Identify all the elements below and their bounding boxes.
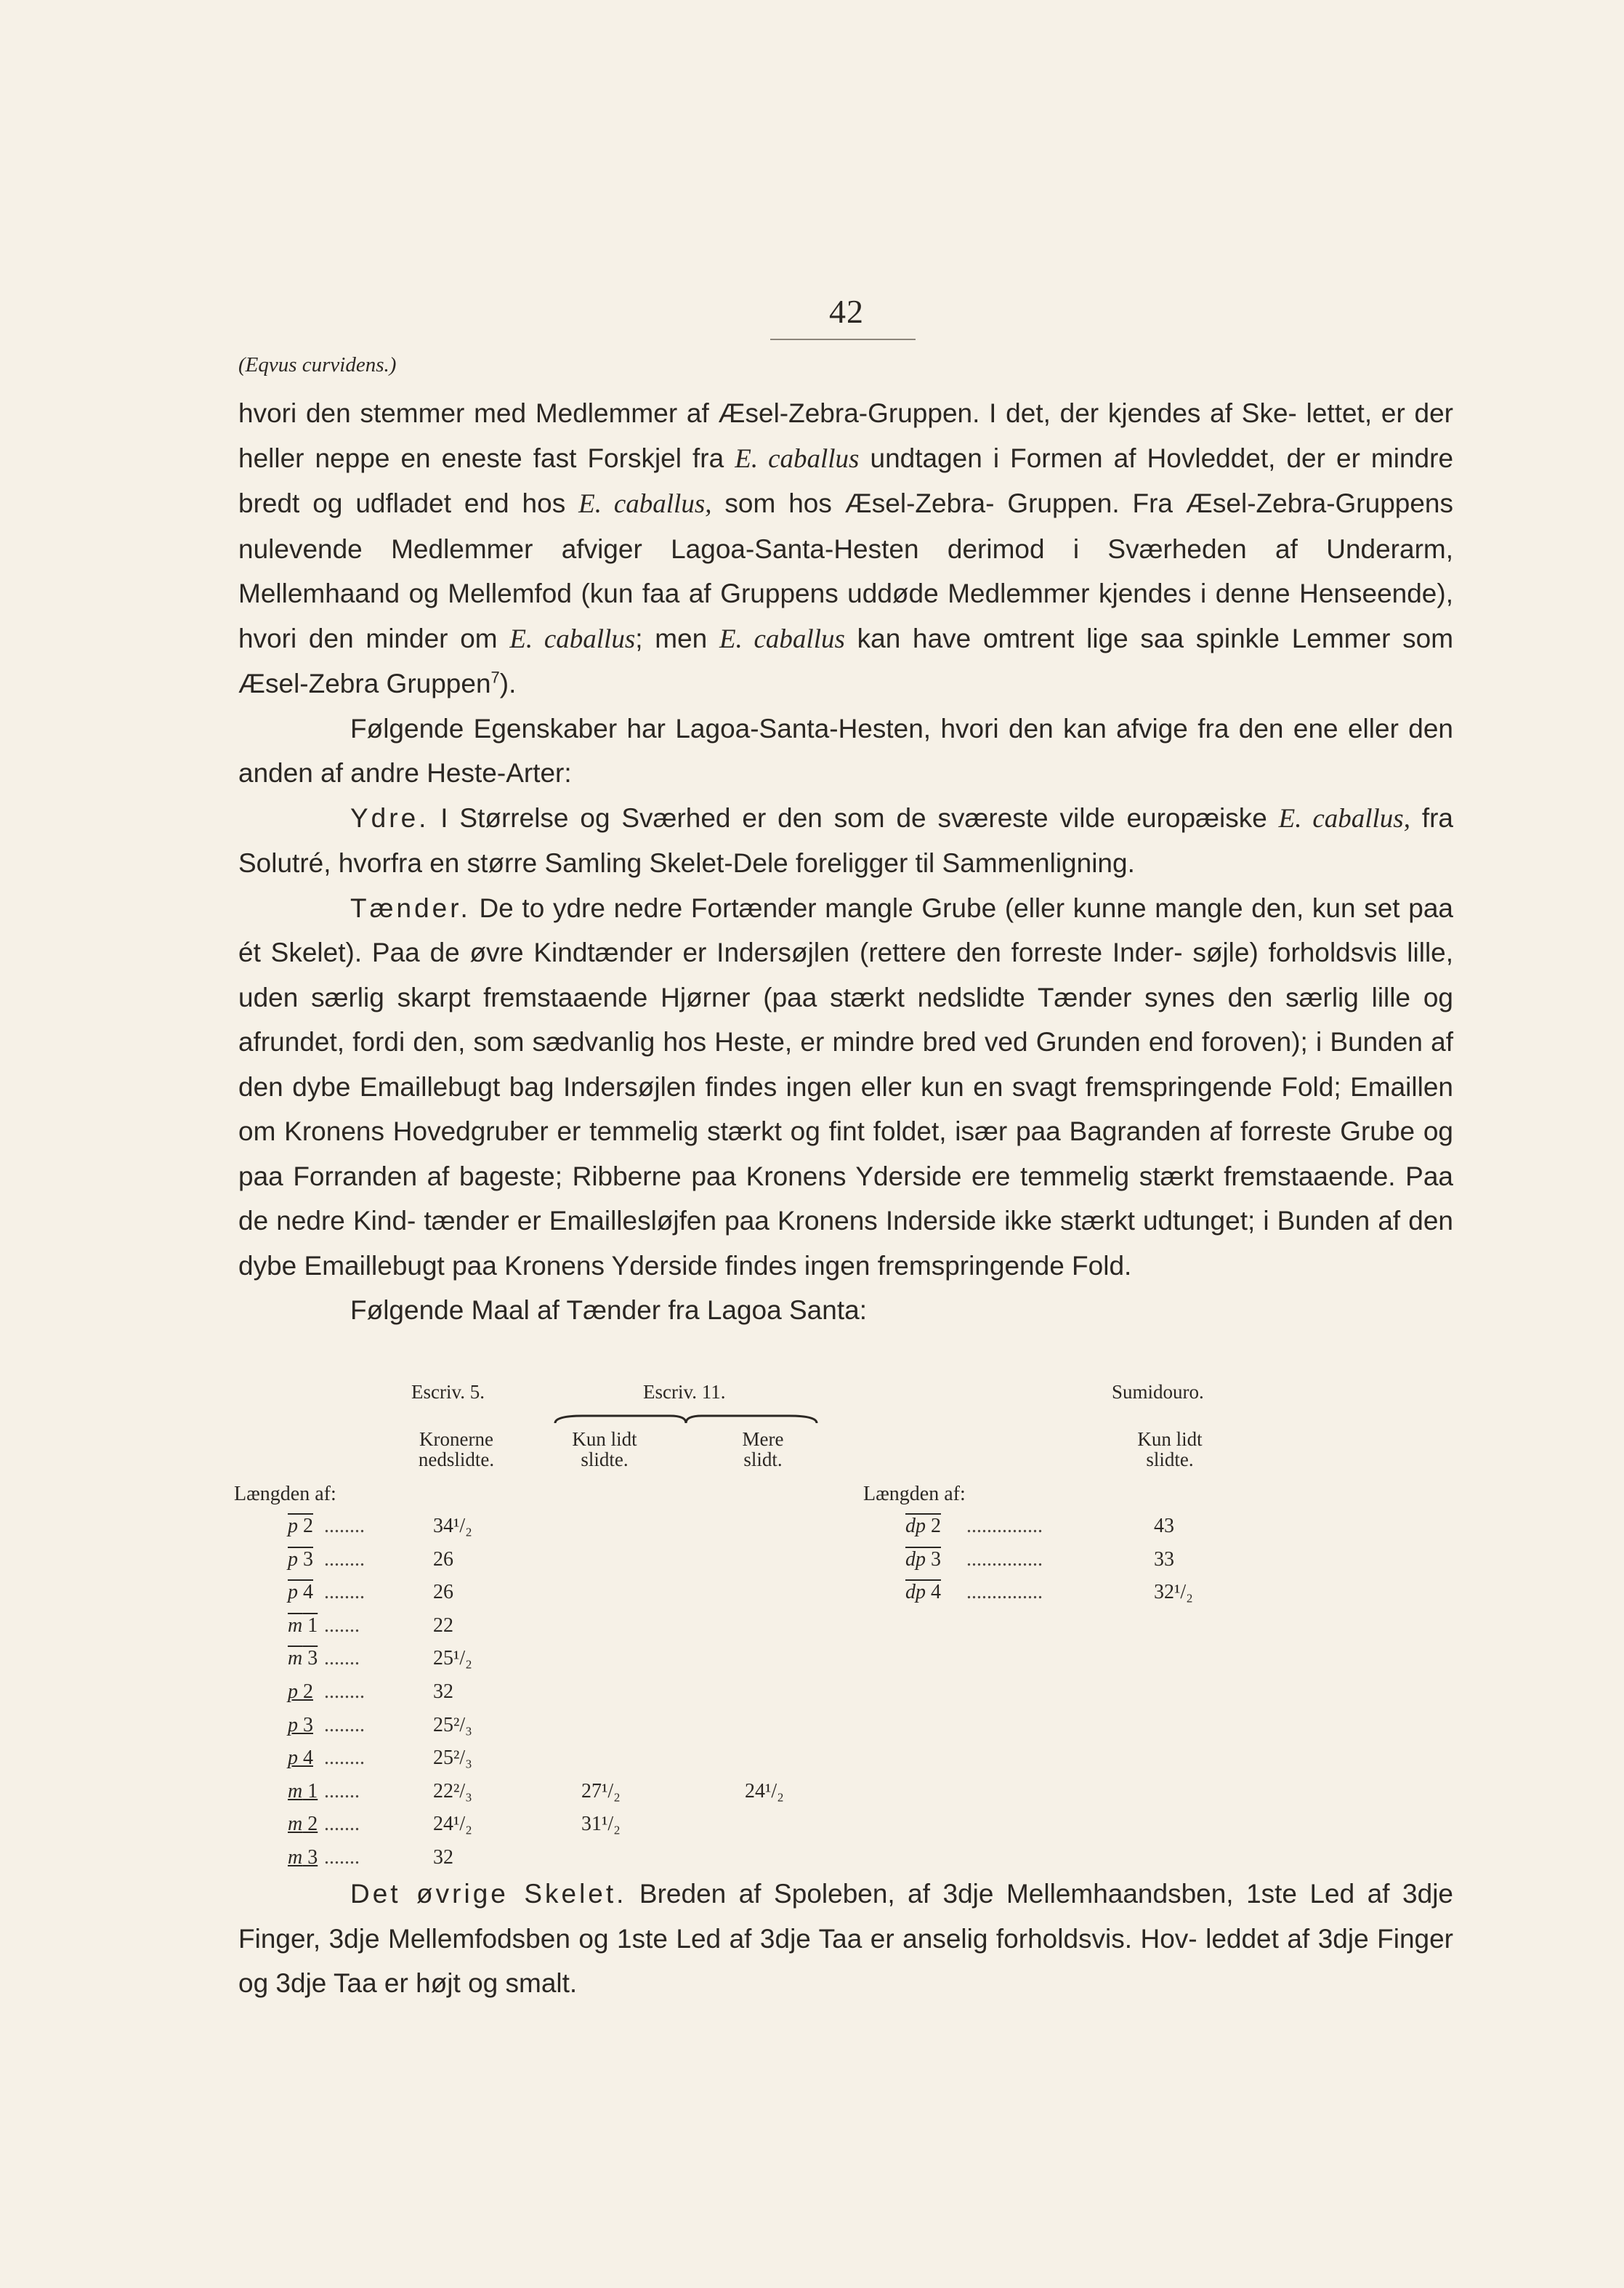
- value-escriv-5: 32: [433, 1846, 453, 1869]
- tooth-label: [288, 1846, 318, 1869]
- value-sumidouro: 33: [1154, 1548, 1174, 1571]
- text-line: dybe Emaillebugt paa Kronens Yderside findes ingen fremspringende Fold.: [238, 1250, 1132, 1281]
- row-label-right: Længden af:: [863, 1483, 966, 1505]
- paragraph-skelet: [238, 1872, 1453, 2006]
- paragraph-1: [238, 391, 1453, 706]
- subheader-sumidouro: [1119, 1429, 1221, 1470]
- leader-dots: ...............: [966, 1581, 1043, 1603]
- tooth-label: [905, 1548, 941, 1571]
- tooth-number: 4: [298, 1747, 313, 1769]
- tooth-type: dp: [905, 1515, 926, 1537]
- tooth-label: [288, 1780, 318, 1803]
- tooth-type: m: [288, 1614, 303, 1637]
- tooth-number: 4: [926, 1581, 941, 1603]
- value-escriv-5: 22²/₃: [433, 1780, 472, 1802]
- leader-dots: ........: [324, 1548, 365, 1571]
- text-line: Følgende Maal af Tænder fra Lagoa Santa:: [350, 1295, 867, 1325]
- tooth-number: 2: [302, 1813, 318, 1835]
- body-text-bottom: [238, 1872, 1453, 2006]
- subheader-line: nedslidte.: [418, 1449, 495, 1470]
- text-line: ; men: [635, 623, 719, 653]
- tooth-label: [288, 1813, 318, 1836]
- row-label-left: Længden af:: [234, 1483, 336, 1505]
- species-name: E. caballus: [719, 624, 845, 654]
- leader-dots: ...............: [966, 1515, 1043, 1537]
- text-line: kan have omtrent lige saa spinkle Lemmer som Æsel-Zebra Gruppen: [238, 623, 1454, 698]
- value-kun-lidt: 27¹/₂: [581, 1780, 621, 1802]
- species-name: E. caballus: [735, 443, 860, 474]
- section-heading: Ydre.: [350, 802, 429, 833]
- leader-dots: ........: [324, 1680, 365, 1703]
- tooth-label: [288, 1747, 313, 1770]
- subheader-line: slidte.: [1146, 1449, 1194, 1470]
- subheader-line: Kun lidt: [1137, 1428, 1203, 1450]
- species-name: E. caballus,: [578, 489, 712, 519]
- paragraph-ydre: [238, 796, 1453, 886]
- text-line: ved Grunden end foroven); i Bunden af den dybe Emaillebugt bag Indersøjlen findes ingen: [238, 1027, 1453, 1102]
- subheader-line: slidte.: [581, 1449, 629, 1470]
- tooth-label: [288, 1647, 318, 1670]
- tooth-number: 1: [302, 1614, 318, 1637]
- subheader-line: Kronerne: [419, 1428, 493, 1450]
- tooth-label: [288, 1680, 313, 1704]
- tooth-number: 3: [302, 1846, 318, 1869]
- tooth-label: [905, 1515, 941, 1538]
- paragraph-maal: [238, 1288, 1453, 1333]
- value-mere-slidt: 24¹/₂: [745, 1780, 784, 1802]
- paragraph-2: [238, 706, 1453, 796]
- tooth-type: m: [288, 1780, 303, 1802]
- tooth-type: m: [288, 1813, 303, 1835]
- tooth-type: dp: [905, 1581, 926, 1603]
- value-escriv-5: 34¹/₂: [433, 1515, 472, 1537]
- value-escriv-5: 24¹/₂: [433, 1813, 472, 1835]
- header-sumidouro: Sumidouro.: [1112, 1381, 1204, 1403]
- text-line: derimod i Sværheden af Underarm, Mellemhaand og Mellemfod (kun faa af Gruppens uddøde: [238, 533, 1453, 608]
- running-head: (Eqvus curvidens.): [238, 353, 397, 376]
- tooth-type: p: [288, 1714, 298, 1736]
- tooth-label: [288, 1714, 313, 1737]
- leader-dots: .......: [324, 1780, 360, 1802]
- subheader-kun-lidt: [554, 1429, 655, 1470]
- text-line: søjle) forholdsvis lille, uden særlig skarpt fremstaaende Hjørner (paa stærkt nedslidte Tænder: [238, 938, 1454, 1012]
- text-line: eller kun en svagt fremspringende Fold; Emaillen om Kronens Hovedgruber er temmelig: [238, 1071, 1453, 1146]
- leader-dots: .......: [324, 1647, 360, 1669]
- tooth-label: [288, 1515, 313, 1538]
- value-escriv-5: 22: [433, 1614, 453, 1637]
- leader-dots: .......: [324, 1813, 360, 1835]
- species-name: E. caballus: [509, 624, 636, 654]
- section-heading: Tænder.: [350, 893, 471, 923]
- section-heading: Det øvrige Skelet.: [350, 1879, 627, 1909]
- leader-dots: ........: [324, 1714, 365, 1736]
- text-line: synes den særlig lille og afrundet, fordi den, som sædvanlig hos Heste, er mindre bred: [238, 982, 1453, 1057]
- text-line: Hovleddet, der er mindre bredt og udfladet end hos: [238, 443, 1454, 518]
- text-line: Gruppen. Fra Æsel-Zebra-Gruppens nulevende Medlemmer afviger Lagoa-Santa-Hesten: [238, 488, 1454, 564]
- value-escriv-5: 25²/₃: [433, 1747, 472, 1769]
- text-line: kun set paa ét Skelet). Paa de øvre Kindtænder er Indersøjlen (rettere den forreste Inder-: [238, 893, 1453, 967]
- tooth-number: 4: [298, 1581, 313, 1603]
- tooth-type: dp: [905, 1548, 926, 1571]
- tooth-number: 3: [298, 1714, 313, 1736]
- subheader-line: slidt.: [743, 1449, 783, 1470]
- footnote-ref: 7: [490, 668, 500, 687]
- text-line: Medlemmer kjendes i denne Henseende), hvori den minder om: [238, 579, 1453, 653]
- text-line: I Størrelse og Sværhed er den som de sværeste vilde europæiske: [429, 802, 1279, 833]
- text-line: hvori den stemmer med Medlemmer af Æsel-Zebra-Gruppen. I det, der kjendes af Ske-: [238, 398, 1297, 428]
- text-line: fra Solutré, hvorfra en større Samling Skelet-Dele foreligger til Sammenligning.: [238, 802, 1453, 878]
- text-line: leddet af 3dje Finger og 3dje Taa er højt og smalt.: [238, 1923, 1453, 1998]
- tooth-number: 3: [926, 1548, 941, 1571]
- tooth-type: p: [288, 1548, 298, 1571]
- tooth-type: p: [288, 1581, 298, 1603]
- subheader-line: Mere: [742, 1428, 784, 1450]
- tooth-label: [288, 1581, 313, 1604]
- header-escriv-5: Escriv. 5.: [411, 1381, 485, 1403]
- page-number: 42: [829, 293, 864, 330]
- tooth-label: [905, 1581, 941, 1604]
- text-line: lettet, er der heller neppe en eneste fast Forskjel fra: [238, 398, 1454, 473]
- value-escriv-5: 26: [433, 1581, 453, 1603]
- tooth-number: 2: [298, 1680, 313, 1703]
- text-line: 3dje Finger, 3dje Mellemfodsben og 1ste Led af 3dje Taa er anselig forholdsvis. Hov-: [238, 1879, 1453, 1954]
- value-kun-lidt: 31¹/₂: [581, 1813, 621, 1835]
- subheader-mere: [727, 1429, 799, 1470]
- tooth-label: [288, 1614, 318, 1638]
- leader-dots: ...............: [966, 1548, 1043, 1571]
- tooth-type: m: [288, 1647, 303, 1669]
- text-line: tænder er Emaillesløjfen paa Kronens Inderside ikke stærkt udtunget; i Bunden af den: [424, 1206, 1453, 1236]
- header-rule: [770, 339, 916, 340]
- tooth-number: 2: [926, 1515, 941, 1537]
- value-escriv-5: 32: [433, 1680, 453, 1703]
- tooth-number: 1: [302, 1780, 318, 1802]
- tooth-type: p: [288, 1515, 298, 1537]
- value-escriv-5: 26: [433, 1548, 453, 1571]
- tooth-number: 3: [298, 1548, 313, 1571]
- leader-dots: .......: [324, 1614, 360, 1637]
- text-line: stærkt og fint foldet, især paa Bagranden af forreste Grube og paa Forranden af bageste;: [238, 1116, 1454, 1191]
- header-escriv-11: Escriv. 11.: [643, 1381, 726, 1403]
- tooth-type: p: [288, 1680, 298, 1703]
- leader-dots: ........: [324, 1515, 365, 1537]
- value-escriv-5: 25¹/₂: [433, 1647, 472, 1669]
- text-line: De to ydre nedre Fortænder mangle Grube (eller kunne mangle den,: [470, 893, 1304, 923]
- text-line: Ribberne paa Kronens Yderside ere temmelig stærkt fremstaaende. Paa de nedre Kind-: [238, 1161, 1454, 1236]
- subheader-kronerne: [398, 1429, 514, 1470]
- text-line: Følgende Egenskaber har Lagoa-Santa-Hesten, hvori den kan afvige fra den ene: [350, 713, 1338, 744]
- tooth-type: m: [288, 1846, 303, 1869]
- text-line: som hos Æsel-Zebra-: [711, 488, 995, 518]
- tooth-type: p: [288, 1747, 298, 1769]
- value-sumidouro: 32¹/₂: [1154, 1581, 1193, 1603]
- tooth-number: 2: [298, 1515, 313, 1537]
- text-line: undtagen i Formen af: [859, 443, 1136, 473]
- leader-dots: ........: [324, 1581, 365, 1603]
- paragraph-taender: [238, 886, 1453, 1289]
- body-text: [238, 391, 1453, 1333]
- leader-dots: ........: [324, 1747, 365, 1769]
- tooth-label: [288, 1548, 313, 1571]
- text-line: ).: [499, 669, 517, 698]
- text-line: eller den anden af andre Heste-Arter:: [238, 713, 1453, 788]
- leader-dots: .......: [324, 1846, 360, 1869]
- value-sumidouro: 43: [1154, 1515, 1174, 1537]
- brace-escriv-11: [554, 1414, 818, 1425]
- species-name: E. caballus,: [1278, 803, 1410, 834]
- value-escriv-5: 25²/₃: [433, 1714, 472, 1736]
- tooth-number: 3: [302, 1647, 318, 1669]
- text-line: Breden af Spoleben, af 3dje Mellemhaandsben, 1ste Led af: [626, 1879, 1390, 1909]
- subheader-line: Kun lidt: [572, 1428, 637, 1450]
